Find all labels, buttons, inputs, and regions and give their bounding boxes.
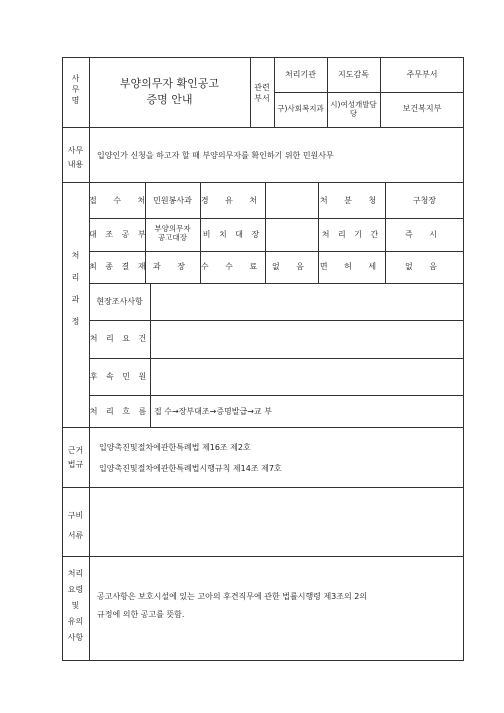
daejo-value: 부양의무자 공고대장 <box>154 224 191 242</box>
susuryo-label: 수 수 료 <box>200 262 265 271</box>
cheori-gigan-label: 처 리 기 간 <box>321 230 382 239</box>
geungeo-line-1: 입양촉진및절차에관한특례법 제16조 제2호 <box>99 443 251 452</box>
cheobun-label: 처 분 청 <box>319 196 384 205</box>
page-title-line1: 부양의무자 확인공고 <box>119 77 220 90</box>
col-value-jido: 시)여성개발담당 <box>330 100 377 118</box>
col-header-jumu: 주무부서 <box>406 70 438 79</box>
flow-value: 접 수→장부대조→증명발급→교 부 <box>154 407 272 416</box>
form-frame <box>62 57 464 661</box>
jeopsu-value: 민원봉사과 <box>153 196 192 205</box>
cheori-label: 처 리 과 정 <box>71 251 80 326</box>
bichi-label: 비 치 대 장 <box>202 230 263 239</box>
myeonheo-value: 없 음 <box>405 262 444 271</box>
choejong-value: 과 장 <box>153 262 192 271</box>
myeonheo-label: 면 허 세 <box>319 262 384 271</box>
geungeo-label: 근거 법규 <box>67 446 84 469</box>
daejo-label: 대 조 공 부 <box>89 230 149 239</box>
samu-naeyong-text: 입양인가 신청을 하고자 할 때 부양의무자를 확인하기 위한 민원사무 <box>97 151 334 160</box>
col-header-jido: 지도감독 <box>338 70 369 79</box>
col-value-jumu: 보건복지부 <box>402 104 442 113</box>
col-value-cheori: 구)사회복지과 <box>277 104 324 113</box>
cheobun-value: 구청장 <box>412 196 437 205</box>
cheori-gigan-value: 즉 시 <box>405 230 444 239</box>
flow-label: 처 리 흐 름 <box>89 407 150 416</box>
gwanryeon-label: 관련 부서 <box>254 83 270 103</box>
husok-label: 후 속 민 원 <box>89 372 150 381</box>
hyeonjang-label: 현장조사사항 <box>96 297 143 306</box>
yogeon-label: 처 리 요 건 <box>89 334 150 343</box>
gyeongyu-label: 경 유 처 <box>200 196 265 205</box>
yoryeong-line-2: 규정에 의한 공고를 뜻함. <box>97 610 185 619</box>
choejong-label: 최 종 결 재 <box>89 262 149 271</box>
geungeo-line-2: 입양촉진및절차에관한특례법시행규칙 제14조 제7호 <box>99 464 282 473</box>
yoryeong-line-1: 공고사항은 보호시설에 있는 고아의 후견직무에 관한 법률시행령 제3조의 2의 <box>97 592 368 601</box>
yoryeong-label: 처리 요령 및 유의 사항 <box>67 569 84 642</box>
col-header-cheori: 처리기관 <box>285 70 316 79</box>
samu-naeyong-label: 사무 내용 <box>67 146 84 169</box>
samu-label: 사 무 명 <box>71 74 80 105</box>
susuryo-value: 없 음 <box>272 262 311 271</box>
page-title-line2: 증명 안내 <box>146 93 193 106</box>
gubi-label: 구비 서류 <box>67 511 84 540</box>
jeopsu-label: 접 수 처 <box>89 196 153 205</box>
